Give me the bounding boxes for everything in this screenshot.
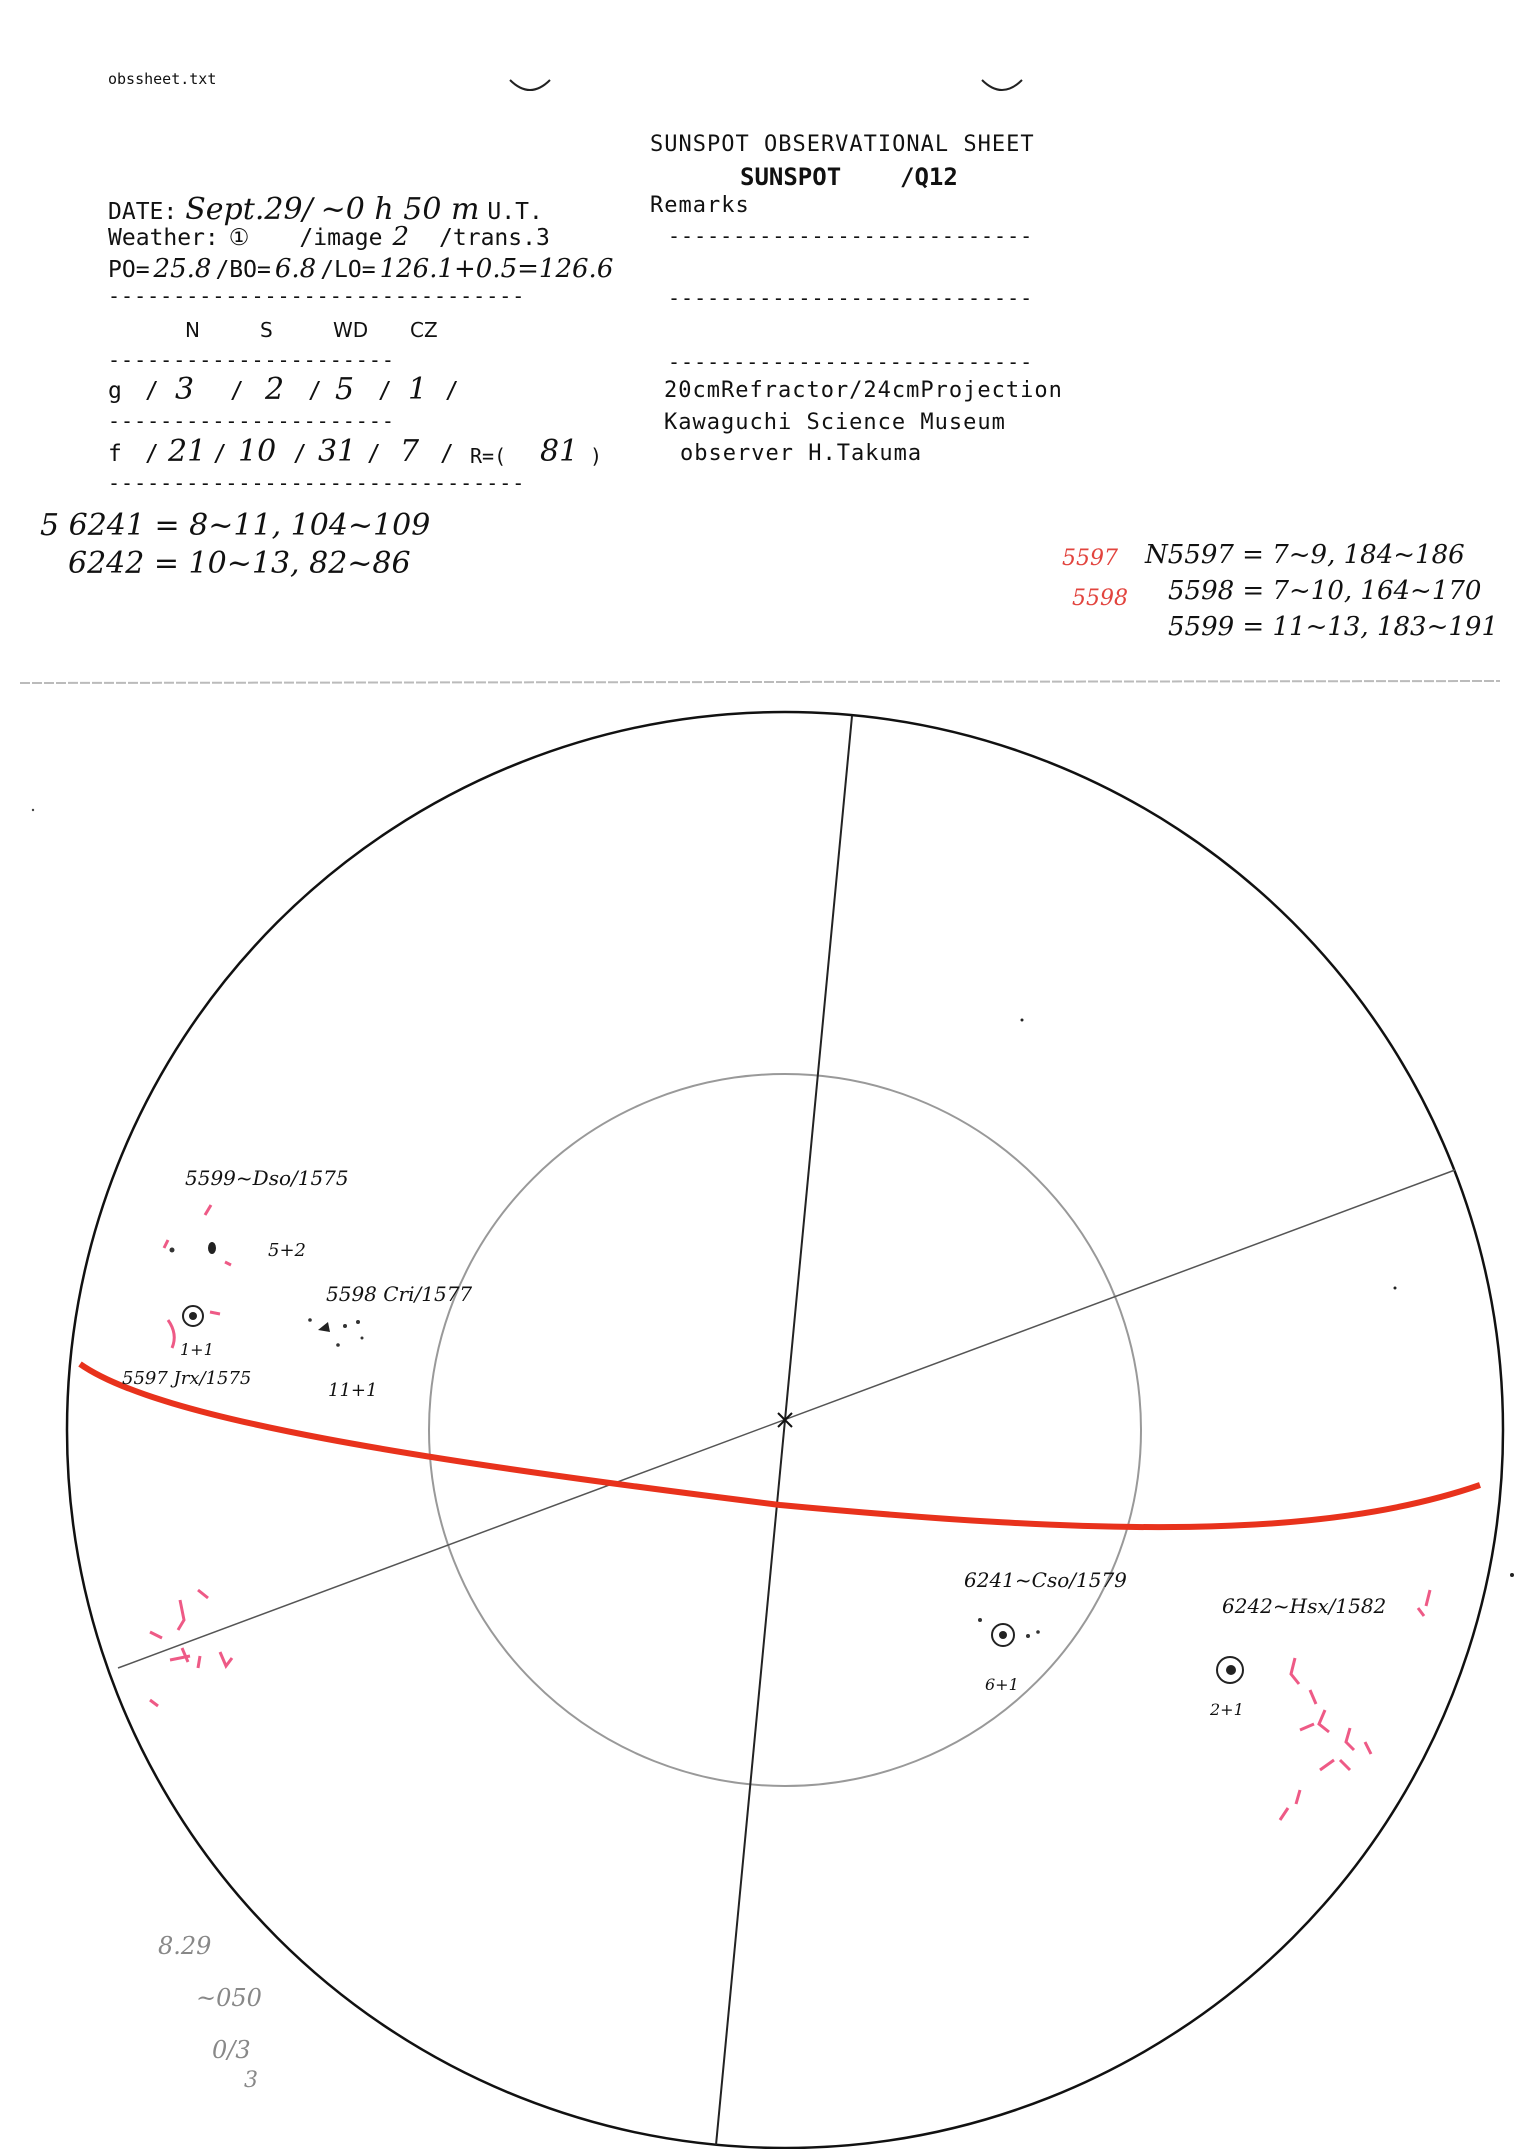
spot-group-5598	[308, 1318, 363, 1347]
column-header-cz: CZ	[410, 318, 438, 342]
slash: /	[145, 378, 159, 404]
sheet-fold-line	[20, 681, 1500, 683]
slash: /	[293, 441, 307, 467]
separator: ----------------------------	[668, 224, 1034, 248]
sheet-title: SUNSPOT OBSERVATIONAL SHEET	[650, 132, 1035, 157]
column-header-n: N	[185, 318, 200, 342]
image-value: 2	[392, 222, 410, 252]
corner-note-3: 0/3	[212, 2036, 251, 2064]
note-left-1: 5 6241 = 8~11, 104~109	[40, 508, 431, 543]
remarks-label: Remarks	[650, 193, 750, 218]
f-row-label: f	[108, 441, 122, 467]
count-group-5599: 5+2	[268, 1240, 306, 1261]
bo-value: 6.8	[274, 254, 317, 284]
po-label: PO=	[108, 257, 150, 283]
spot-group-5599	[164, 1205, 231, 1265]
slash: /	[230, 378, 244, 404]
note-right-red-2: 5598	[1072, 586, 1128, 611]
spot-group-6241	[978, 1618, 1040, 1646]
spot-group-6242	[1217, 1657, 1243, 1683]
sheet-subtitle-sunspot: SUNSPOT	[740, 163, 842, 191]
label-group-5599: 5599~Dso/1575	[185, 1166, 349, 1190]
f-value-s: 10	[238, 434, 277, 469]
count-group-6241: 6+1	[985, 1675, 1019, 1694]
separator: ----------------------------	[668, 286, 1034, 310]
corner-note-4: 3	[244, 2068, 258, 2093]
slash: /	[145, 441, 159, 467]
weather-value: ①	[228, 225, 250, 251]
count-group-5598: 11+1	[328, 1380, 378, 1401]
faculae-lower-left	[150, 1590, 232, 1706]
equator-curve	[80, 1364, 1480, 1527]
slash: /	[308, 378, 322, 404]
column-header-s: S	[260, 318, 273, 342]
slash: /	[378, 378, 392, 404]
note-left-2: 6242 = 10~13, 82~86	[68, 546, 411, 581]
label-group-6241: 6241~Cso/1579	[964, 1568, 1127, 1592]
po-value: 25.8	[153, 254, 212, 284]
time-value: ~0 h 50 m	[320, 192, 480, 227]
separator: ----------------------	[108, 409, 395, 433]
column-header-wd: WD	[333, 318, 369, 342]
g-value-cz: 1	[408, 372, 428, 407]
g-value-s: 2	[265, 372, 285, 407]
sheet-number: /Q12	[900, 163, 958, 191]
r-close: )	[590, 444, 603, 468]
trans-label: /trans.3	[439, 225, 550, 251]
note-right-1: N5597 = 7~9, 184~186	[1145, 540, 1465, 570]
corner-note-1: 8.29	[158, 1932, 212, 1960]
f-value-wd: 31	[318, 434, 357, 469]
separator: --------------------------------	[108, 471, 526, 495]
note-right-2: 5598 = 7~10, 164~170	[1168, 576, 1482, 606]
lo-label: /LO=	[320, 257, 376, 283]
label-group-6242: 6242~Hsx/1582	[1222, 1594, 1387, 1618]
scan-dot	[1021, 1019, 1024, 1022]
g-value-wd: 5	[335, 372, 355, 407]
r-value: 81	[540, 434, 579, 469]
bo-label: /BO=	[215, 257, 271, 283]
slash: /	[445, 378, 459, 404]
f-value-cz: 7	[400, 434, 420, 469]
lo-value: 126.1+0.5=126.6	[379, 254, 614, 284]
scan-dot	[1394, 1287, 1397, 1290]
label-group-5598: 5598 Cri/1577	[326, 1282, 473, 1306]
observer-line: observer H.Takuma	[680, 441, 923, 466]
separator: --------------------------------	[108, 284, 526, 308]
separator: ----------------------	[108, 348, 395, 372]
separator: ----------------------------	[668, 350, 1034, 374]
note-right-3: 5599 = 11~13, 183~191	[1168, 612, 1499, 642]
label-group-5597: 5597 Jrx/1575	[122, 1368, 252, 1389]
f-value-n: 21	[168, 434, 207, 469]
g-row-label: g	[108, 378, 122, 404]
count-group-5597: 1+1	[180, 1340, 214, 1359]
time-unit: U.T.	[487, 199, 543, 225]
g-value-n: 3	[175, 372, 195, 407]
corner-note-2: ~050	[196, 1984, 262, 2012]
slash: /	[440, 441, 454, 467]
scan-dot	[1510, 1573, 1514, 1577]
r-label: R=(	[470, 444, 507, 468]
slash: /	[213, 441, 227, 467]
instrument-line: 20cmRefractor/24cmProjection	[664, 378, 1063, 403]
note-right-red-1: 5597	[1062, 546, 1118, 571]
count-group-6242: 2+1	[1210, 1700, 1244, 1719]
scan-dot	[32, 809, 34, 811]
slash: /	[367, 441, 381, 467]
polar-axis-line	[716, 716, 852, 2145]
museum-line: Kawaguchi Science Museum	[664, 410, 1006, 435]
file-label: obssheet.txt	[108, 70, 217, 88]
image-label: /image	[299, 225, 383, 251]
weather-label: Weather:	[108, 225, 219, 251]
date-label: DATE:	[108, 199, 178, 225]
date-value: Sept.29/	[185, 192, 313, 227]
